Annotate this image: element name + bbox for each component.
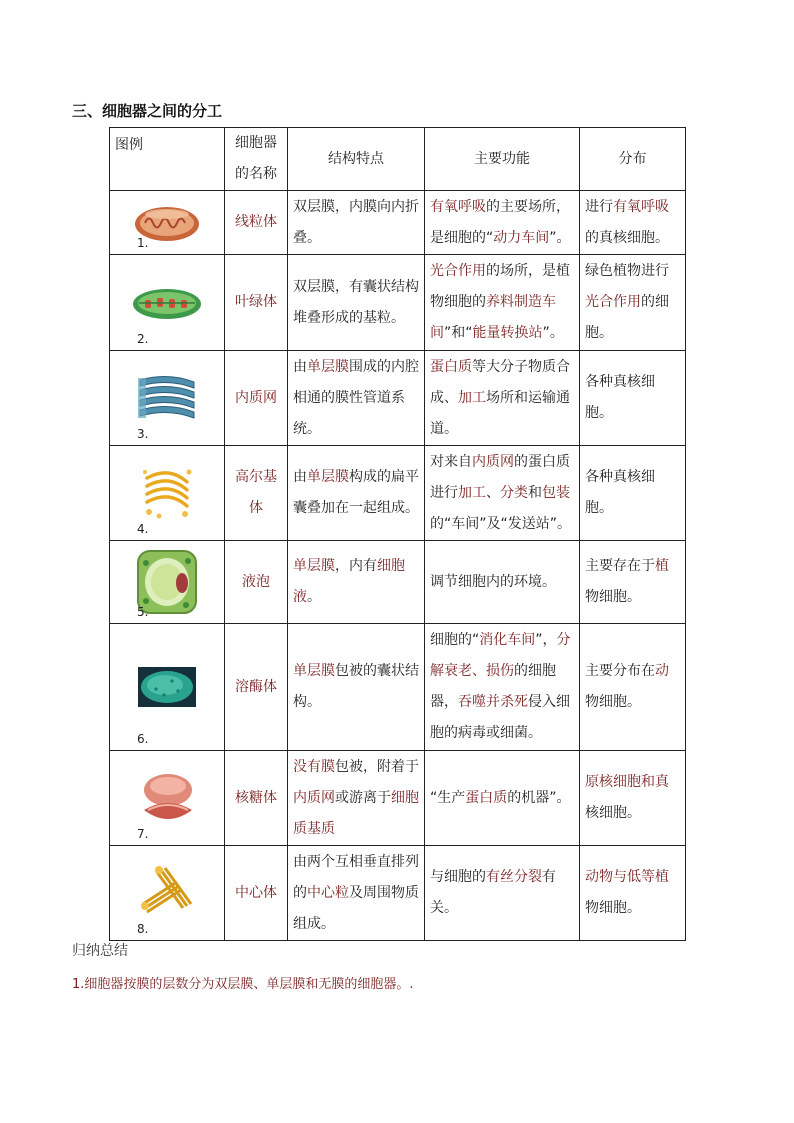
figure-cell: [110, 846, 225, 941]
structure-cell: [288, 624, 425, 751]
text-segment: 主要分布在: [585, 663, 655, 679]
text-segment: 构成的扁平囊叠加在一起组成。: [293, 469, 419, 516]
text-segment: 动: [655, 663, 669, 679]
function-cell: [425, 446, 580, 541]
text-segment: 主要存在于: [585, 558, 655, 574]
text-segment: 单层膜: [307, 358, 349, 375]
distribution-cell: [580, 255, 686, 351]
text-segment: 与细胞的: [430, 869, 486, 885]
text-segment: 能量转换站: [472, 325, 543, 341]
organelle-name: 线粒体: [225, 191, 288, 255]
text-segment: “生产: [430, 789, 466, 806]
summary-item: 1.细胞器按膜的层数分为双层膜、单层膜和无膜的细胞器。.: [72, 977, 414, 992]
distribution-cell: [580, 846, 686, 941]
text-segment: 由两个互相垂直排列的: [293, 853, 419, 901]
text-segment: 和: [528, 484, 542, 501]
figure-cell: [110, 446, 225, 541]
text-segment: 内质网: [472, 453, 514, 470]
text-segment: 有丝分裂: [486, 869, 542, 885]
text-segment: 包被的囊状结构。: [293, 663, 419, 710]
figure-number: 5.: [137, 605, 149, 619]
distribution-cell: [580, 351, 686, 446]
text-segment: 蛋白质: [430, 358, 472, 375]
table-row: [110, 751, 686, 846]
text-segment: 光合作用: [585, 294, 641, 310]
structure-cell: [288, 191, 425, 255]
structure-cell: [288, 446, 425, 541]
text-segment: 对来自: [430, 453, 472, 470]
organelle-name: 叶绿体: [225, 255, 288, 351]
text-segment: ”和“: [444, 325, 473, 341]
distribution-cell: [580, 541, 686, 624]
text-segment: ”。: [549, 229, 571, 246]
figure-number: 1.: [137, 236, 149, 250]
text-segment: 养料制造车间: [430, 294, 556, 341]
figure-cell: [110, 191, 225, 255]
distribution-cell: [580, 191, 686, 255]
text-segment: 包装: [542, 484, 570, 501]
text-segment: 分解衰老、损伤: [430, 632, 571, 679]
text-segment: 物细胞。: [585, 589, 641, 605]
text-segment: 。: [307, 589, 321, 605]
text-segment: 的真核细胞。: [585, 229, 669, 246]
figure-cell: [110, 255, 225, 351]
text-segment: 动物与低等植: [585, 869, 669, 885]
text-segment: ”。: [542, 325, 564, 341]
text-segment: 蛋白质: [465, 789, 508, 806]
text-segment: 围成的内腔相通的膜性管道系统。: [293, 358, 419, 437]
figure-number: 7.: [137, 827, 149, 841]
ribosome-image: [138, 770, 196, 826]
table-row: [110, 541, 686, 624]
text-segment: 细胞质基质: [293, 789, 419, 837]
header-name: 细胞器的名称: [225, 128, 288, 191]
figure-number: 3.: [137, 427, 149, 441]
organelle-name: 高尔基体: [225, 446, 288, 541]
table-row: [110, 846, 686, 941]
function-cell: [425, 191, 580, 255]
figure-number: 2.: [137, 332, 149, 346]
function-cell: [425, 751, 580, 846]
figure-number: 6.: [137, 732, 149, 746]
text-segment: 及周围物质组成。: [293, 884, 419, 932]
text-segment: 的主要场所，是细胞的“: [430, 198, 570, 246]
table-row: [110, 446, 686, 541]
structure-cell: [288, 846, 425, 941]
text-segment: 物细胞。: [585, 900, 641, 916]
structure-cell: [288, 751, 425, 846]
figure-cell: [110, 351, 225, 446]
centrosome-image: [137, 864, 197, 922]
text-segment: 内质网: [293, 789, 335, 806]
organelle-table: [109, 127, 686, 941]
figure-cell: [110, 624, 225, 751]
text-segment: 由: [293, 469, 307, 485]
text-segment: 没有膜: [293, 758, 335, 775]
text-segment: 进行: [585, 198, 613, 215]
figure-number: 4.: [137, 522, 149, 536]
header-figure: 图例: [110, 128, 225, 191]
text-segment: 吞噬并杀死: [458, 694, 528, 710]
text-segment: 场所和运输通道。: [430, 389, 570, 437]
table-row: [110, 624, 686, 751]
header-structure: 结构特点: [288, 128, 425, 191]
text-segment: 单层膜: [293, 558, 335, 574]
golgi-apparatus-image: [139, 464, 195, 522]
text-segment: 双层膜，内膜向内折叠。: [293, 198, 419, 246]
text-segment: 加工: [458, 389, 486, 406]
text-segment: 细胞的“: [430, 632, 480, 648]
text-segment: 的场所，是植物细胞的: [430, 263, 570, 310]
lysosome-image: [138, 667, 196, 707]
summary-title: 归纳总结: [72, 943, 128, 959]
table-row: [110, 351, 686, 446]
text-segment: 单层膜: [293, 663, 335, 679]
text-segment: 调节细胞内的环境。: [430, 573, 556, 590]
text-segment: 动力车间: [493, 229, 550, 246]
header-function: 主要功能: [425, 128, 580, 191]
function-cell: [425, 255, 580, 351]
organelle-name: 溶酶体: [225, 624, 288, 751]
text-segment: 加工: [458, 484, 486, 501]
function-cell: [425, 624, 580, 751]
text-segment: 侵入细胞的病毒或细菌。: [430, 694, 570, 741]
organelle-name: 液泡: [225, 541, 288, 624]
figure-cell: [110, 751, 225, 846]
structure-cell: [288, 255, 425, 351]
chloroplast-image: [131, 285, 203, 321]
text-segment: 植: [655, 558, 669, 574]
text-segment: 各种真核细胞。: [585, 374, 655, 421]
text-segment: 包被，附着于: [335, 758, 419, 775]
text-segment: 的细胞。: [585, 294, 669, 341]
organelle-name: 中心体: [225, 846, 288, 941]
text-segment: 或游离于: [335, 789, 391, 806]
section-heading: 三、细胞器之间的分工: [72, 102, 223, 120]
text-segment: 细胞液: [293, 558, 405, 605]
text-segment: 、: [486, 484, 500, 501]
text-segment: ，内有: [335, 558, 377, 574]
distribution-cell: [580, 446, 686, 541]
text-segment: 消化车间: [479, 632, 536, 648]
text-segment: 各种真核细胞。: [585, 469, 655, 516]
text-segment: 的“车间”及“发送站”。: [430, 515, 572, 532]
text-segment: 绿色植物进行: [585, 263, 669, 279]
text-segment: 核细胞。: [585, 805, 641, 821]
text-segment: 有关。: [430, 869, 556, 916]
text-segment: 的蛋白质进行: [430, 453, 570, 501]
structure-cell: [288, 351, 425, 446]
text-segment: 光合作用: [430, 263, 486, 279]
distribution-cell: [580, 751, 686, 846]
organelle-name: 核糖体: [225, 751, 288, 846]
text-segment: ”，: [535, 632, 557, 648]
text-segment: 原核细胞和真: [585, 774, 669, 790]
distribution-cell: [580, 624, 686, 751]
function-cell: [425, 541, 580, 624]
table-row: [110, 255, 686, 351]
figure-cell: [110, 541, 225, 624]
endoplasmic-reticulum-image: [136, 372, 198, 424]
text-segment: 物细胞。: [585, 694, 641, 710]
text-segment: 分类: [500, 484, 528, 501]
text-segment: 单层膜: [307, 469, 349, 485]
text-segment: 双层膜，有囊状结构堆叠形成的基粒。: [293, 278, 419, 326]
text-segment: 的细胞器，: [430, 663, 556, 710]
function-cell: [425, 351, 580, 446]
structure-cell: [288, 541, 425, 624]
organelle-name: 内质网: [225, 351, 288, 446]
text-segment: 中心粒: [307, 884, 349, 901]
text-segment: 有氧呼吸: [613, 198, 669, 215]
text-segment: 有氧呼吸: [430, 198, 486, 215]
table-row: [110, 191, 686, 255]
header-distribution: 分布: [580, 128, 686, 191]
function-cell: [425, 846, 580, 941]
text-segment: 等大分子物质合成、: [430, 358, 570, 406]
text-segment: 由: [293, 358, 307, 375]
figure-number: 8.: [137, 922, 149, 936]
text-segment: 的机器”。: [507, 789, 571, 806]
